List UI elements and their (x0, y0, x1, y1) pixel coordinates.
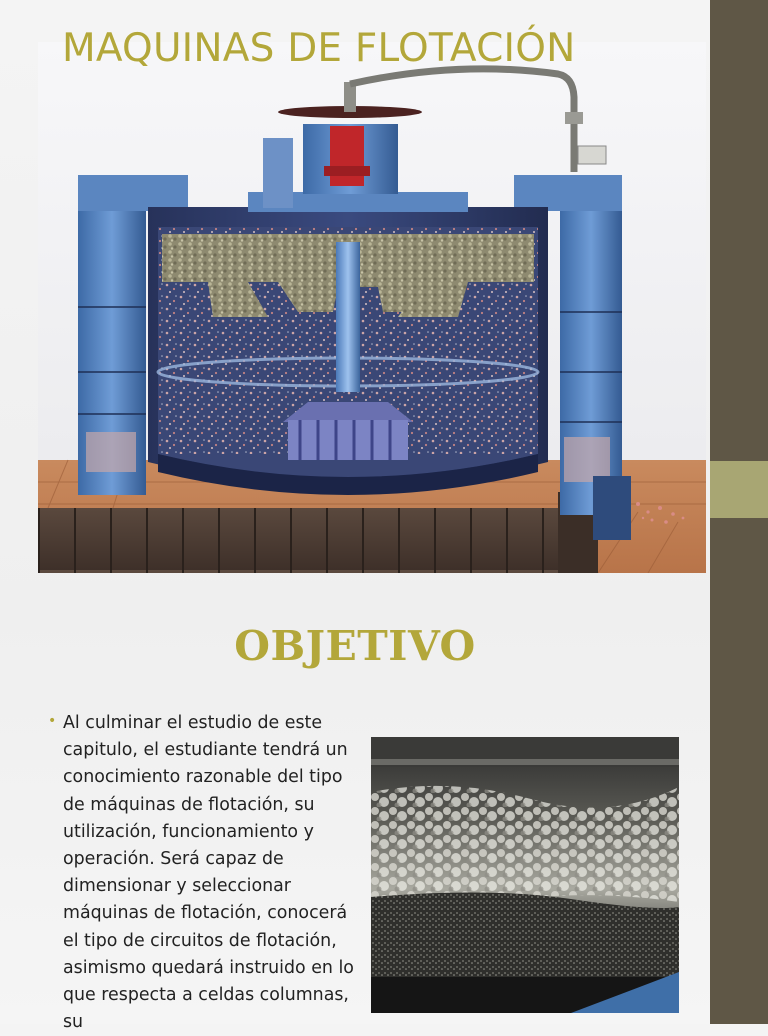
sidebar-accent-block (710, 461, 768, 518)
section-heading: OBJETIVO (234, 622, 476, 670)
bullet-marker: • (48, 713, 57, 729)
flotation-machine-illustration (38, 42, 706, 573)
froth-photo (371, 737, 679, 1013)
slide-title: MAQUINAS DE FLOTACIÓN (62, 26, 576, 71)
bullet-text: Al culminar el estudio de este capitulo, el estudiante tendrá un conocimiento razonable del tipo de máquinas de flotación, su utilización, funcionamiento y operación. Será capaz de dimensionar y seleccionar máquinas de flotación, conocerá el tipo de circuitos de flotación, asimismo quedará instruido en lo que respecta a celdas columnas, su (63, 713, 354, 1033)
